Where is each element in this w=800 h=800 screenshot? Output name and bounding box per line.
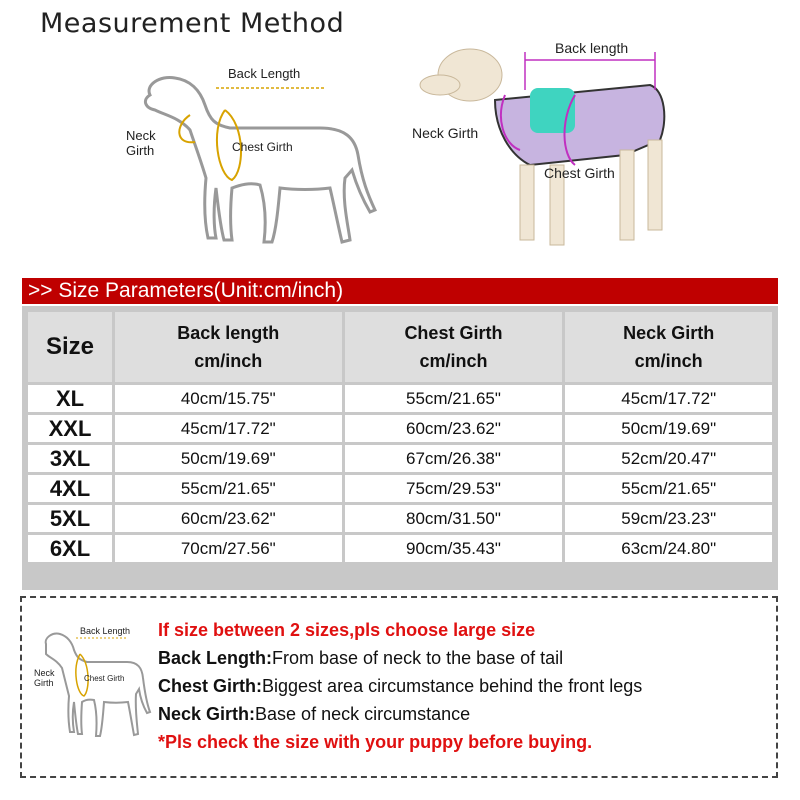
table-row [28, 445, 772, 472]
cell-chest-girth: 60cm/23.62" [345, 415, 563, 442]
cell-neck-girth: 59cm/23.23" [565, 505, 772, 532]
cell-chest-girth: 75cm/29.53" [345, 475, 563, 502]
notes-figure-chest-girth-label: Chest Girth [84, 674, 125, 683]
back-length-note-text: From base of neck to the base of tail [272, 648, 564, 668]
notes-figure-back-length-label: Back Length [80, 626, 131, 636]
cell-neck-girth: 50cm/19.69" [565, 415, 772, 442]
figure-left-girth-label: Girth [126, 143, 155, 158]
measurement-figure-left [120, 60, 390, 270]
chest-girth-note-text: Biggest area circumstance behind the front legs [262, 676, 643, 696]
cell-neck-girth: 63cm/24.80" [565, 535, 772, 562]
dog-outline-icon [120, 60, 390, 270]
cell-size: XXL [28, 415, 112, 442]
header-size: Size [28, 312, 112, 382]
size-table [25, 309, 775, 565]
cell-back-length: 55cm/21.65" [115, 475, 342, 502]
figure-left-back-length-label: Back Length [228, 66, 301, 81]
notes-box [20, 596, 778, 778]
header-neck-girth-name: Neck Girth [623, 323, 715, 343]
header-chest-girth-unit: cm/inch [419, 351, 488, 371]
neck-girth-note [158, 704, 470, 725]
figure-right-back-length-label: Back length [555, 40, 629, 56]
table-header-row [28, 312, 772, 382]
header-back-length [115, 312, 342, 382]
back-length-note [158, 648, 563, 669]
table-row [28, 475, 772, 502]
page-title: Measurement Method [40, 8, 345, 39]
figure-right-neck-girth-label: Neck Girth [412, 125, 479, 141]
notes-figure-neck-label: Neck [34, 668, 55, 678]
cell-size: 4XL [28, 475, 112, 502]
size-tip: If size between 2 sizes,pls choose large size [158, 620, 536, 640]
figure-left-chest-girth-label: Chest Girth [232, 140, 293, 154]
cell-chest-girth: 80cm/31.50" [345, 505, 563, 532]
cell-size: 3XL [28, 445, 112, 472]
header-neck-girth [565, 312, 772, 382]
dog-outline-small-icon [32, 624, 152, 764]
cell-size: XL [28, 385, 112, 412]
cell-back-length: 60cm/23.62" [115, 505, 342, 532]
chest-girth-note-label: Chest Girth: [158, 676, 263, 696]
table-row [28, 415, 772, 442]
cell-neck-girth: 45cm/17.72" [565, 385, 772, 412]
cell-chest-girth: 67cm/26.38" [345, 445, 563, 472]
header-back-length-unit: cm/inch [194, 351, 263, 371]
table-row [28, 385, 772, 412]
cell-back-length: 50cm/19.69" [115, 445, 342, 472]
size-table-container [22, 306, 778, 590]
header-chest-girth-name: Chest Girth [404, 323, 503, 343]
neck-girth-note-text: Base of neck circumstance [255, 704, 471, 724]
cell-size: 5XL [28, 505, 112, 532]
header-back-length-name: Back length [177, 323, 280, 343]
header-chest-girth [345, 312, 563, 382]
notes-figure [32, 624, 152, 764]
neck-girth-note-label: Neck Girth: [158, 704, 256, 724]
dog-vest-icon [410, 30, 710, 275]
chest-girth-note [158, 676, 642, 697]
cell-back-length: 40cm/15.75" [115, 385, 342, 412]
cell-chest-girth: 55cm/21.65" [345, 385, 563, 412]
figure-right-chest-girth-label: Chest Girth [544, 165, 615, 181]
size-parameters-banner: >> Size Parameters(Unit:cm/inch) [22, 278, 778, 304]
cell-chest-girth: 90cm/35.43" [345, 535, 563, 562]
back-length-note-label: Back Length: [158, 648, 273, 668]
header-neck-girth-unit: cm/inch [634, 351, 703, 371]
figure-left-neck-label: Neck [126, 128, 156, 143]
measurement-figure-right [410, 30, 710, 275]
cell-back-length: 70cm/27.56" [115, 535, 342, 562]
cell-neck-girth: 55cm/21.65" [565, 475, 772, 502]
cell-back-length: 45cm/17.72" [115, 415, 342, 442]
table-row [28, 505, 772, 532]
cell-neck-girth: 52cm/20.47" [565, 445, 772, 472]
size-warning: *Pls check the size with your puppy before buying. [158, 732, 593, 752]
cell-size: 6XL [28, 535, 112, 562]
table-row [28, 535, 772, 562]
notes-figure-girth-label: Girth [34, 678, 54, 688]
